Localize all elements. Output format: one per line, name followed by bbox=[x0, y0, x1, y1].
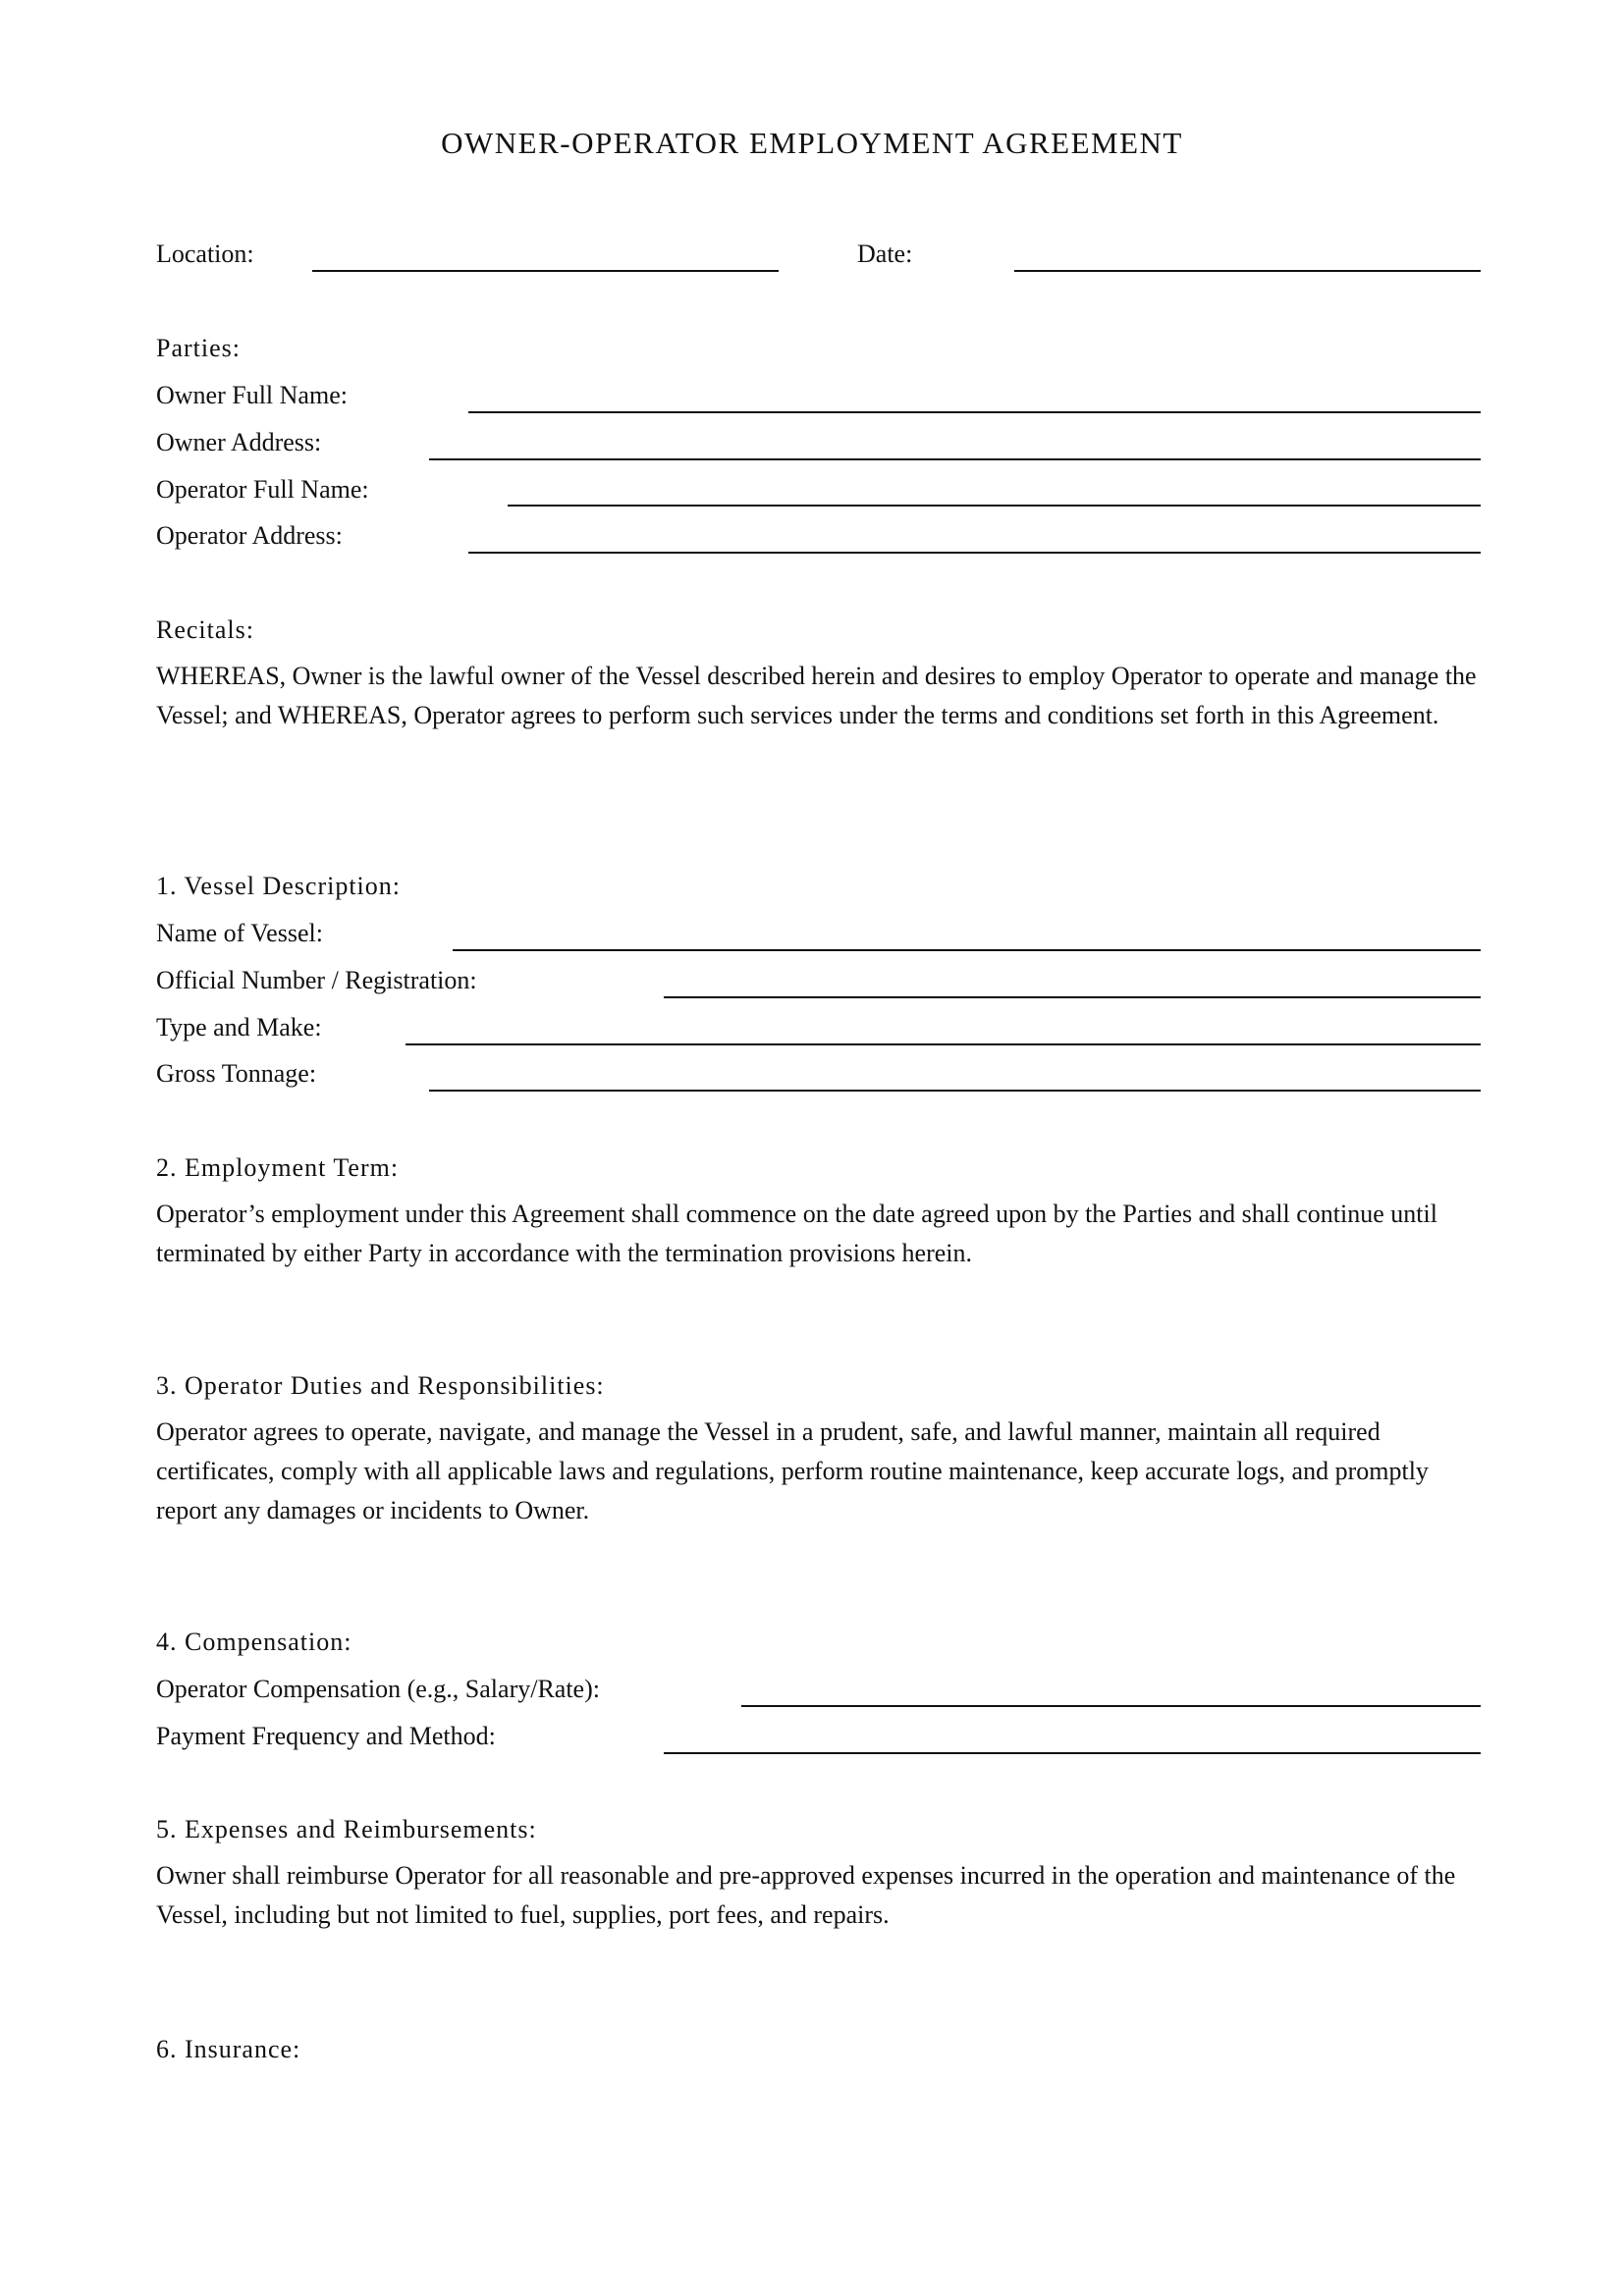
owner-name-label: Owner Full Name: bbox=[156, 381, 348, 409]
owner-address-field[interactable] bbox=[429, 458, 1481, 460]
payment-frequency-label: Payment Frequency and Method: bbox=[156, 1722, 496, 1750]
term-heading: 2. Employment Term: bbox=[156, 1153, 400, 1182]
date-label: Date: bbox=[857, 240, 913, 268]
location-label: Location: bbox=[156, 240, 254, 268]
compensation-rate-field[interactable] bbox=[741, 1705, 1481, 1707]
owner-address-label: Owner Address: bbox=[156, 428, 322, 456]
recitals-heading: Recitals: bbox=[156, 615, 254, 644]
operator-name-label: Operator Full Name: bbox=[156, 475, 369, 504]
operator-address-label: Operator Address: bbox=[156, 521, 343, 550]
expenses-text: Owner shall reimburse Operator for all reasonable and pre-approved expenses incurred in the operation and maintenance of the Vessel, including but not limited to fuel, supplies, port fees, and repairs. bbox=[156, 1861, 1456, 1929]
vessel-type-field[interactable] bbox=[406, 1043, 1481, 1045]
location-field[interactable] bbox=[312, 270, 779, 272]
parties-heading: Parties: bbox=[156, 334, 241, 362]
duties-heading: 3. Operator Duties and Responsibilities: bbox=[156, 1371, 605, 1400]
document-title: OWNER-OPERATOR EMPLOYMENT AGREEMENT bbox=[441, 126, 1183, 160]
recitals-text: WHEREAS, Owner is the lawful owner of the Vessel described herein and desires to employ Operator to operate and manage the Vessel; and WHEREAS, Operator agrees to perform such services under the terms and conditions set forth in this Agreement. bbox=[156, 662, 1477, 729]
operator-name-field[interactable] bbox=[508, 505, 1481, 507]
vessel-type-label: Type and Make: bbox=[156, 1013, 322, 1041]
vessel-heading: 1. Vessel Description: bbox=[156, 872, 401, 900]
term-text: Operator’s employment under this Agreement shall commence on the date agreed upon by the Parties and shall continue until terminated by either Party in accordance with the termination provisions herein. bbox=[156, 1200, 1437, 1267]
owner-name-field[interactable] bbox=[468, 411, 1481, 413]
vessel-name-field[interactable] bbox=[453, 949, 1481, 951]
compensation-rate-label: Operator Compensation (e.g., Salary/Rate): bbox=[156, 1675, 600, 1703]
vessel-number-label: Official Number / Registration: bbox=[156, 966, 477, 994]
vessel-tonnage-field[interactable] bbox=[429, 1090, 1481, 1092]
vessel-number-field[interactable] bbox=[664, 996, 1481, 998]
vessel-tonnage-label: Gross Tonnage: bbox=[156, 1059, 317, 1088]
vessel-name-label: Name of Vessel: bbox=[156, 919, 323, 947]
expenses-heading: 5. Expenses and Reimbursements: bbox=[156, 1815, 537, 1843]
insurance-heading: 6. Insurance: bbox=[156, 2035, 301, 2063]
payment-frequency-field[interactable] bbox=[664, 1752, 1481, 1754]
date-field[interactable] bbox=[1014, 270, 1481, 272]
operator-address-field[interactable] bbox=[468, 552, 1481, 554]
compensation-heading: 4. Compensation: bbox=[156, 1628, 352, 1656]
duties-text: Operator agrees to operate, navigate, and manage the Vessel in a prudent, safe, and lawful manner, maintain all required certificates, comply with all applicable laws and regulations, perform routine maintenance, keep accurate logs, and promptly report any damages or incidents to Owner. bbox=[156, 1417, 1429, 1524]
